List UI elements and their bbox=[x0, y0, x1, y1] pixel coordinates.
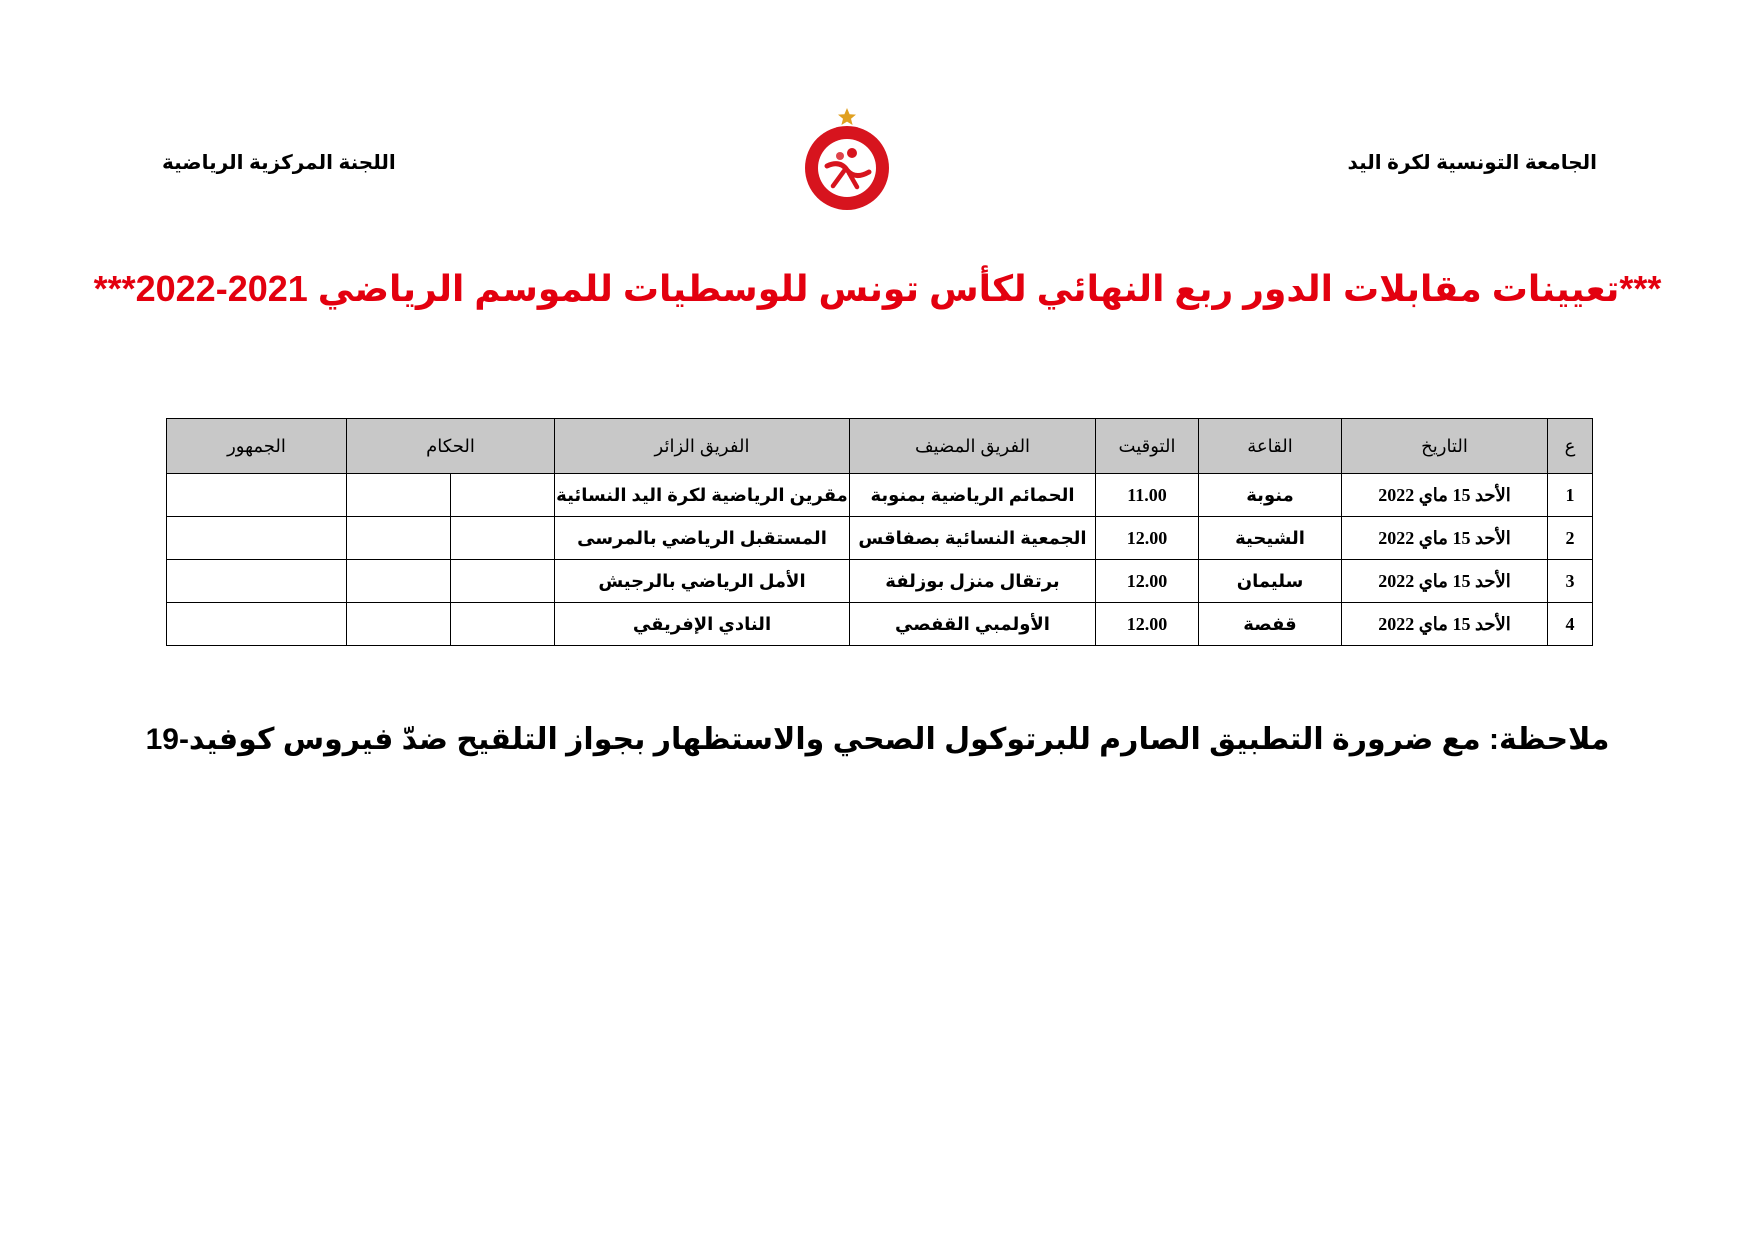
referee-cell bbox=[451, 517, 555, 560]
federation-name: الجامعة التونسية لكرة اليد bbox=[1347, 152, 1597, 174]
referee-cell bbox=[347, 603, 451, 646]
home-team: الأولمبي القفصي bbox=[850, 603, 1096, 646]
audience-cell bbox=[167, 560, 347, 603]
match-time: 12.00 bbox=[1096, 603, 1199, 646]
match-venue: الشيحية bbox=[1199, 517, 1342, 560]
match-date: الأحد 15 ماي 2022 bbox=[1342, 603, 1548, 646]
referee-cell bbox=[451, 603, 555, 646]
away-team: المستقبل الرياضي بالمرسى bbox=[555, 517, 850, 560]
col-header-num: ع bbox=[1548, 419, 1593, 474]
committee-name: اللجنة المركزية الرياضية bbox=[162, 152, 396, 174]
referee-cell bbox=[347, 517, 451, 560]
match-venue: سليمان bbox=[1199, 560, 1342, 603]
federation-logo bbox=[800, 108, 894, 212]
referee-cell bbox=[347, 474, 451, 517]
col-header-audience: الجمهور bbox=[167, 419, 347, 474]
match-number: 2 bbox=[1548, 517, 1593, 560]
match-venue: قفصة bbox=[1199, 603, 1342, 646]
audience-cell bbox=[167, 517, 347, 560]
audience-cell bbox=[167, 603, 347, 646]
star-icon bbox=[838, 108, 856, 125]
away-team: الأمل الرياضي بالرجيش bbox=[555, 560, 850, 603]
match-number: 1 bbox=[1548, 474, 1593, 517]
referee-cell bbox=[451, 474, 555, 517]
col-header-home-team: الفريق المضيف bbox=[850, 419, 1096, 474]
table-row bbox=[167, 517, 1593, 560]
away-team: النادي الإفريقي bbox=[555, 603, 850, 646]
referee-cell bbox=[451, 560, 555, 603]
match-date: الأحد 15 ماي 2022 bbox=[1342, 474, 1548, 517]
audience-cell bbox=[167, 474, 347, 517]
home-team: الجمعية النسائية بصفاقس bbox=[850, 517, 1096, 560]
col-header-date: التاريخ bbox=[1342, 419, 1548, 474]
table-row bbox=[167, 560, 1593, 603]
table-row bbox=[167, 603, 1593, 646]
match-venue: منوبة bbox=[1199, 474, 1342, 517]
page-title: ***تعيينات مقابلات الدور ربع النهائي لكأس تونس للوسطيات للموسم الرياضي 2021-2022*** bbox=[93, 268, 1662, 309]
home-team: برتقال منزل بوزلفة bbox=[850, 560, 1096, 603]
col-header-time: التوقيت bbox=[1096, 419, 1199, 474]
referee-cell bbox=[347, 560, 451, 603]
match-number: 4 bbox=[1548, 603, 1593, 646]
col-header-referees: الحكام bbox=[347, 419, 555, 474]
home-team: الحمائم الرياضية بمنوبة bbox=[850, 474, 1096, 517]
match-date: الأحد 15 ماي 2022 bbox=[1342, 517, 1548, 560]
col-header-away-team: الفريق الزائر bbox=[555, 419, 850, 474]
col-header-venue: القاعة bbox=[1199, 419, 1342, 474]
match-time: 12.00 bbox=[1096, 517, 1199, 560]
table-header-row bbox=[167, 419, 1593, 474]
covid-protocol-note: ملاحظة: مع ضرورة التطبيق الصارم للبرتوكول الصحي والاستظهار بجواز التلقيح ضدّ فيروس كوفيد-19 bbox=[145, 723, 1610, 756]
away-team: مقرين الرياضية لكرة اليد النسائية bbox=[555, 474, 850, 517]
match-schedule-table bbox=[166, 418, 1593, 646]
match-number: 3 bbox=[1548, 560, 1593, 603]
match-time: 12.00 bbox=[1096, 560, 1199, 603]
table-row bbox=[167, 474, 1593, 517]
match-time: 11.00 bbox=[1096, 474, 1199, 517]
match-date: الأحد 15 ماي 2022 bbox=[1342, 560, 1548, 603]
